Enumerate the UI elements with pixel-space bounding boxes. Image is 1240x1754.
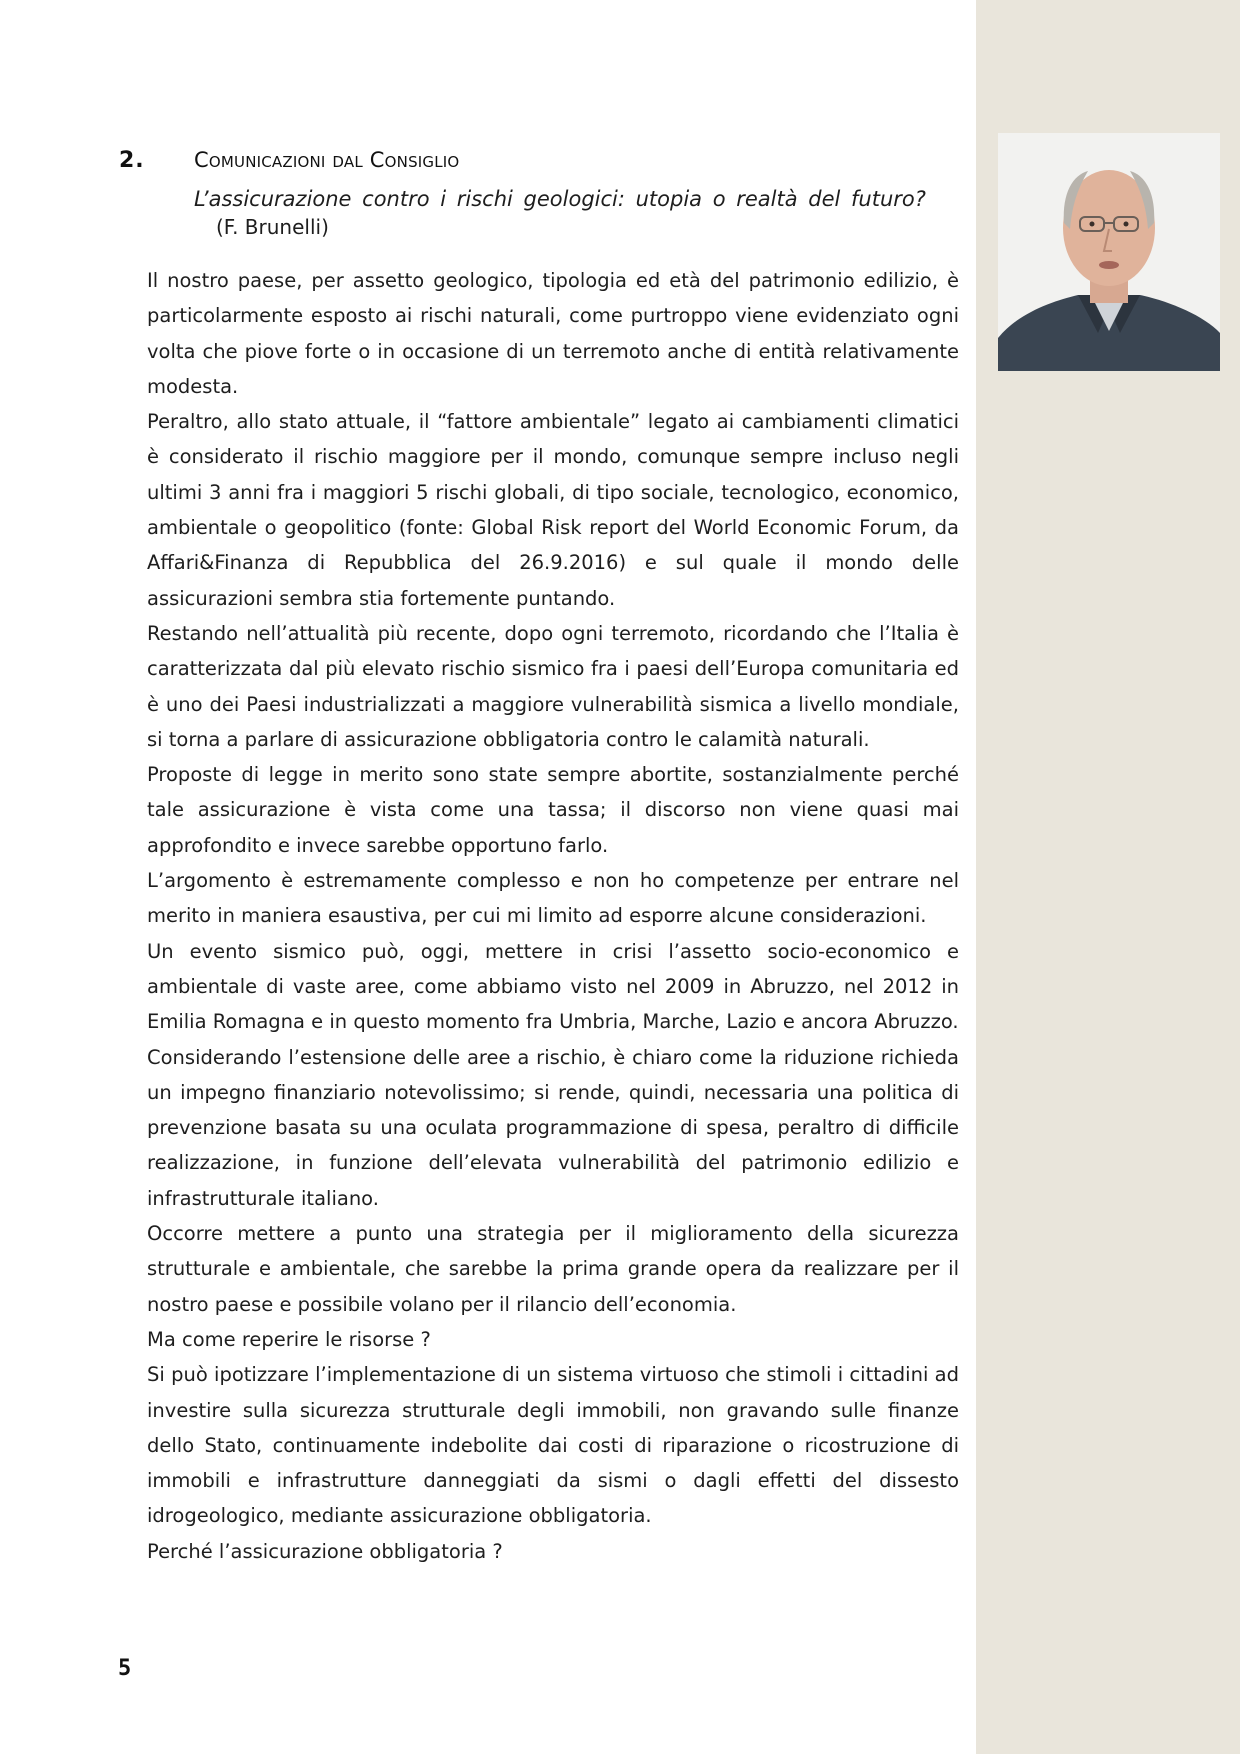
article-author: (F. Brunelli): [216, 215, 329, 239]
paragraph: Un evento sismico può, oggi, mettere in crisi l’assetto socio-economico e ambientale di vaste aree, come abbiamo visto nel 2009 in Abruzzo, nel 2012 in Emilia Romagna e in questo momento fra Umbria, Marche, Lazio e ancora Abruzzo.: [147, 939, 959, 1034]
paragraph: Peraltro, allo stato attuale, il “fattore ambientale” legato ai cambiamenti climatici è considerato il rischio maggiore per il mondo, comunque sempre incluso negli ultimi 3 anni fra i maggiori 5 rischi globali, di tipo sociale, tecnologico, economico, ambientale o geopolitico (fonte: Global Risk report del World Economic Forum, da Affari&Finanza di Repubblica del 26.9.2016) e sul quale il mondo delle assicurazioni sembra stia fortemente puntando.: [147, 410, 959, 610]
article-subtitle: L’assicurazione contro i rischi geologici: utopia o realtà del futuro?: [194, 187, 926, 211]
section-title: Comunicazioni dal Consiglio: [194, 148, 460, 172]
paragraph: Restando nell’attualità più recente, dopo ogni terremoto, ricordando che l’Italia è caratterizzata dal più elevato rischio sismico fra i paesi dell’Europa comunitaria ed è uno dei Paesi industrializzati a maggiore vulnerabilità sismica a livello mondiale, si torna a parlare di assicurazione obbligatoria contro le calamità naturali.: [147, 621, 959, 751]
section-number: 2.: [119, 148, 145, 173]
paragraph: Il nostro paese, per assetto geologico, tipologia ed età del patrimonio edilizio, è particolarmente esposto ai rischi naturali, come purtroppo viene evidenziato ogni volta che piove forte o in occasione di un terremoto anche di entità relativamente modesta.: [147, 269, 959, 398]
paragraph: Ma come reperire le risorse ?: [147, 1327, 431, 1351]
paragraph: Occorre mettere a punto una strategia per il miglioramento della sicurezza strutturale e ambientale, che sarebbe la prima grande opera da realizzare per il nostro paese e possibile volano per il rilancio dell’economia.: [147, 1222, 959, 1316]
paragraph: L’argomento è estremamente complesso e non ho competenze per entrare nel merito in maniera esaustiva, per cui mi limito ad esporre alcune considerazioni.: [147, 869, 959, 928]
author-photo: [998, 133, 1220, 371]
paragraph: Proposte di legge in merito sono state sempre abortite, sostanzialmente perché tale assicurazione è vista come una tassa; il discorso non viene quasi mai approfondito e invece sarebbe opportuno farlo.: [147, 763, 959, 857]
paragraph: Considerando l’estensione delle aree a rischio, è chiaro come la riduzione richieda un impegno finanziario notevolissimo; si rende, quindi, necessaria una politica di prevenzione basata su una oculata programmazione di spesa, peraltro di difficile realizzazione, in funzione dell’elevata vulnerabilità del patrimonio edilizio e infrastrutturale italiano.: [147, 1045, 959, 1210]
paragraph: Perché l’assicurazione obbligatoria ?: [147, 1539, 503, 1563]
paragraph: Si può ipotizzare l’implementazione di un sistema virtuoso che stimoli i cittadini ad investire sulla sicurezza strutturale degli immobili, non gravando sulle finanze dello Stato, continuamente indebolite dai costi di riparazione o ricostruzione di immobili e infrastrutture danneggiati da sismi o dagli effetti del dissesto idrogeologico, mediante assicurazione obbligatoria.: [147, 1363, 959, 1528]
article-body: [147, 263, 959, 1569]
page-number: 5: [118, 1656, 132, 1681]
